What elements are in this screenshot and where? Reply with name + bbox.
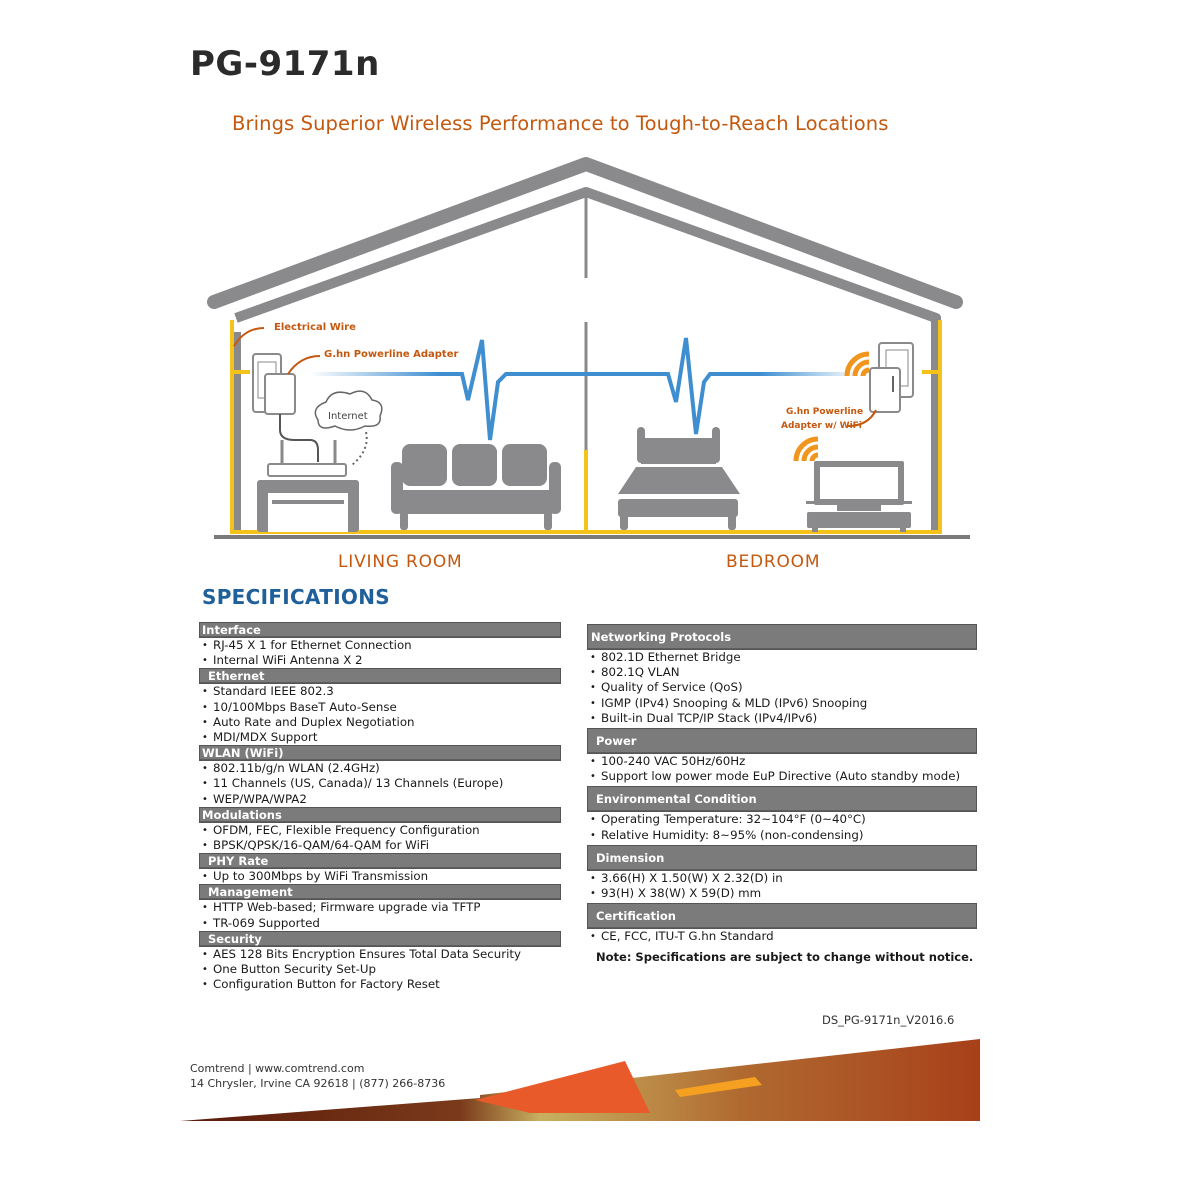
internet-cloud: [315, 391, 381, 430]
signal-wave-left: [440, 340, 586, 440]
document-id: DS_PG-9171n_V2016.6: [822, 1013, 955, 1027]
spec-section-ethernet: [199, 668, 561, 745]
spec-item: • 11 Channels (US, Canada)/ 13 Channels (Europe): [199, 776, 561, 791]
powerline-adapter-left: [253, 354, 295, 414]
spec-section-certification: [587, 903, 977, 944]
spec-section-security: [199, 931, 561, 993]
wifi-icon-tv: [796, 439, 818, 461]
spec-section-title: Certification: [587, 903, 977, 929]
spec-item: • OFDM, FEC, Flexible Frequency Configuration: [199, 823, 561, 838]
spec-item: • AES 128 Bits Encryption Ensures Total Data Security: [199, 947, 561, 962]
specifications-note: Note: Specifications are subject to change without notice.: [596, 950, 974, 964]
room-label-bedroom: BEDROOM: [726, 552, 821, 572]
label-adapter-wifi-1: G.hn Powerline: [786, 407, 864, 417]
spec-section-wlan: [199, 745, 561, 807]
tagline: Brings Superior Wireless Performance to Tough-to-Reach Locations: [232, 112, 889, 135]
specifications-heading: SPECIFICATIONS: [202, 585, 390, 609]
room-label-living: LIVING ROOM: [338, 552, 463, 572]
spec-item: • Configuration Button for Factory Reset: [199, 977, 561, 992]
label-electrical-wire: Electrical Wire: [274, 322, 356, 333]
spec-item: • Internal WiFi Antenna X 2: [199, 653, 561, 668]
spec-section-title: Management: [199, 884, 561, 900]
router: [268, 440, 346, 476]
spec-item: • Auto Rate and Duplex Negotiation: [199, 715, 561, 730]
spec-section-title: Environmental Condition: [587, 786, 977, 812]
spec-item: • BPSK/QPSK/16-QAM/64-QAM for WiFi: [199, 838, 561, 853]
product-model-title: PG-9171n: [190, 44, 380, 84]
specs-left-column: [199, 622, 561, 992]
spec-item: • Built-in Dual TCP/IP Stack (IPv4/IPv6): [587, 711, 977, 726]
spec-section-title: PHY Rate: [199, 853, 561, 869]
label-adapter-wifi-2: Adapter w/ WiFi: [781, 421, 862, 431]
powerline-adapter-wifi-right: [870, 343, 913, 412]
tv: [806, 461, 912, 532]
spec-section-title: Modulations: [199, 807, 561, 823]
spec-item: • CE, FCC, ITU-T G.hn Standard: [587, 929, 977, 944]
specs-right-column: [587, 622, 977, 946]
spec-item: • 802.11b/g/n WLAN (2.4GHz): [199, 761, 561, 776]
spec-item: • Relative Humidity: 8~95% (non-condensing): [587, 828, 977, 843]
spec-section-networking-protocols: [587, 624, 977, 726]
spec-section-title: Networking Protocols: [587, 624, 977, 650]
spec-section-title: Ethernet: [199, 668, 561, 684]
spec-section-title: Power: [587, 728, 977, 754]
spec-item: • WEP/WPA/WPA2: [199, 792, 561, 807]
spec-section-interface: [199, 622, 561, 668]
label-adapter: G.hn Powerline Adapter: [324, 349, 459, 360]
signal-wave-right: [586, 338, 760, 434]
spec-item: • MDI/MDX Support: [199, 730, 561, 745]
footer-company: Comtrend | www.comtrend.com: [190, 1062, 365, 1075]
bed: [618, 427, 740, 530]
spec-section-management: [199, 884, 561, 930]
spec-section-title: WLAN (WiFi): [199, 745, 561, 761]
spec-section-dimension: [587, 845, 977, 901]
spec-item: • Support low power mode EuP Directive (Auto standby mode): [587, 769, 977, 784]
ethernet-cable: [280, 414, 318, 462]
footer-address: 14 Chrysler, Irvine CA 92618 | (877) 266-8736: [190, 1077, 446, 1090]
house-network-illustration: [200, 150, 980, 550]
spec-section-title: Dimension: [587, 845, 977, 871]
spec-item: • 802.1D Ethernet Bridge: [587, 650, 977, 665]
spec-item: • 93(H) X 38(W) X 59(D) mm: [587, 886, 977, 901]
spec-item: • Operating Temperature: 32~104°F (0~40°C): [587, 812, 977, 827]
spec-section-phy-rate: [199, 853, 561, 884]
spec-section-environmental: [587, 786, 977, 842]
spec-section-modulations: [199, 807, 561, 853]
arrow-adapter: [288, 356, 320, 374]
spec-item: • Up to 300Mbps by WiFi Transmission: [199, 869, 561, 884]
side-table: [257, 480, 359, 532]
internet-link-dotted: [352, 432, 367, 465]
spec-section-power: [587, 728, 977, 784]
spec-item: • Standard IEEE 802.3: [199, 684, 561, 699]
spec-item: • Quality of Service (QoS): [587, 680, 977, 695]
spec-section-title: Security: [199, 931, 561, 947]
label-internet: Internet: [328, 411, 368, 422]
sofa: [391, 444, 561, 530]
spec-section-title: Interface: [199, 622, 561, 638]
spec-item: • 100-240 VAC 50Hz/60Hz: [587, 754, 977, 769]
spec-item: • 10/100Mbps BaseT Auto-Sense: [199, 700, 561, 715]
spec-item: • RJ-45 X 1 for Ethernet Connection: [199, 638, 561, 653]
spec-item: • 802.1Q VLAN: [587, 665, 977, 680]
spec-item: • 3.66(H) X 1.50(W) X 2.32(D) in: [587, 871, 977, 886]
spec-item: • IGMP (IPv4) Snooping & MLD (IPv6) Snooping: [587, 696, 977, 711]
spec-item: • One Button Security Set-Up: [199, 962, 561, 977]
spec-item: • HTTP Web-based; Firmware upgrade via TFTP: [199, 900, 561, 915]
spec-item: • TR-069 Supported: [199, 916, 561, 931]
